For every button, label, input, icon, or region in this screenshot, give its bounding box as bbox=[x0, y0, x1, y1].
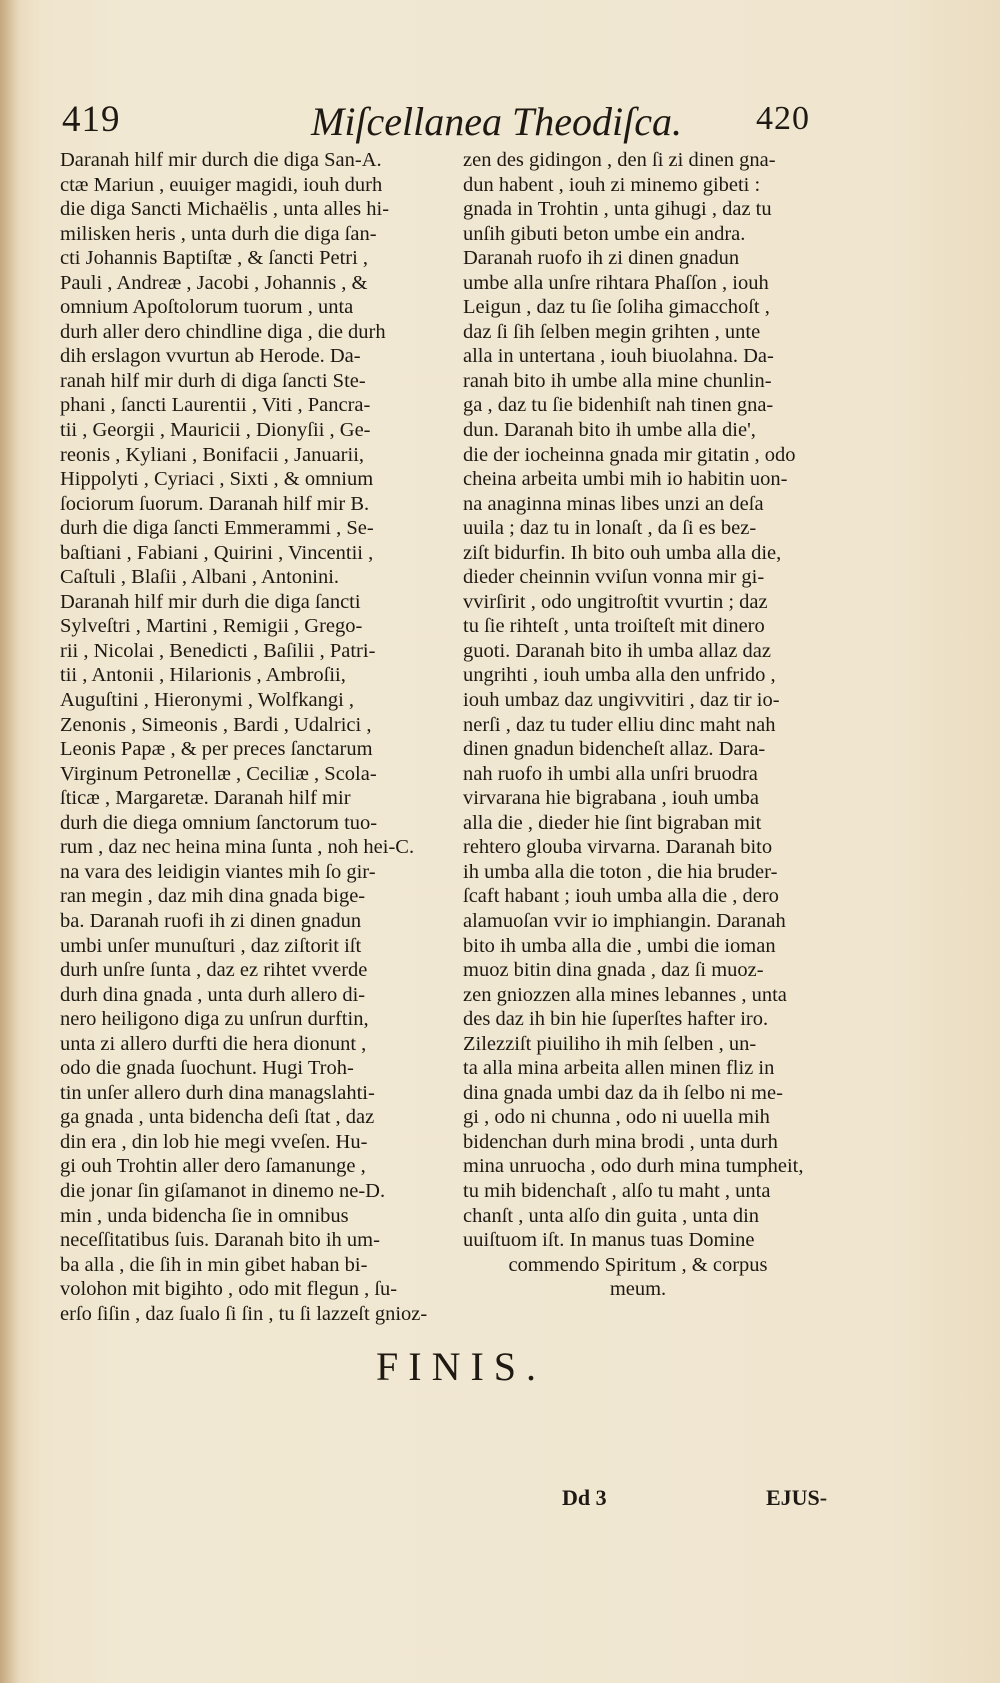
text-line: uuila ; daz tu in lonaſt , da ſi es bez- bbox=[463, 517, 757, 540]
text-line: durh aller dero chindline diga , die durh bbox=[60, 320, 386, 343]
text-line: zen des gidingon , den ſi zi dinen gna- bbox=[463, 149, 776, 171]
text-line: nah ruofo ih umbi alla unſri bruodra bbox=[463, 762, 758, 785]
text-line: Auguſtini , Hieronymi , Wolfkangi , bbox=[60, 689, 355, 712]
text-line: des daz ih bin hie ſuperſtes hafter iro. bbox=[463, 1008, 769, 1031]
text-line: bito ih umba alla die , umbi die ioman bbox=[463, 934, 776, 957]
text-line: na anaginna minas libes unzi an deſa bbox=[463, 492, 764, 515]
text-line: guoti. Daranah bito ih umba allaz daz bbox=[463, 639, 771, 662]
page-header bbox=[56, 98, 816, 148]
text-line: zen gniozzen alla mines lebannes , unta bbox=[463, 983, 787, 1006]
text-line: vvirſirit , odo ungitroſtit vvurtin ; daz bbox=[463, 590, 768, 613]
text-line: Daranah hilf mir durh die diga ſancti bbox=[60, 590, 361, 613]
text-line: alamuoſan vvir io imphiangin. Daranah bbox=[463, 909, 786, 932]
text-line: ba alla , die ſih in min gibet haban bi- bbox=[60, 1253, 368, 1276]
signature-mark: Dd 3 bbox=[562, 1485, 607, 1510]
text-line: durh unſre ſunta , daz ez rihtet vverde bbox=[60, 959, 368, 982]
text-line: rii , Nicolai , Benedicti , Baſilii , Patri- bbox=[60, 639, 376, 662]
text-line: commendo Spiritum , & corpus bbox=[508, 1253, 768, 1276]
text-line: milisken heris , unta durh die diga ſan- bbox=[60, 222, 377, 245]
text-line: Daranah ruofo ih zi dinen gnadun bbox=[463, 247, 740, 270]
text-line: meum. bbox=[609, 1278, 667, 1301]
text-line: dih erslagon vvurtun ab Herode. Da- bbox=[60, 345, 361, 368]
text-line: Zenonis , Simeonis , Bardi , Udalrici , bbox=[60, 713, 372, 736]
text-line: iouh umbaz daz ungivvitiri , daz tir io- bbox=[463, 689, 780, 712]
text-line: volohon mit bigihto , odo mit flegun , ſu- bbox=[60, 1278, 398, 1301]
text-line: ranah bito ih umbe alla mine chunlin- bbox=[463, 369, 772, 392]
page-number-right: 420 bbox=[756, 100, 810, 137]
text-line: Leigun , daz tu ſie ſoliha gimacchoſt , bbox=[463, 296, 770, 319]
right-text-column bbox=[463, 148, 813, 1302]
text-line: ranah hilf mir durh di diga ſancti Ste- bbox=[60, 369, 366, 392]
text-line: gi , odo ni chunna , odo ni uuella mih bbox=[463, 1106, 770, 1129]
text-line: durh die diga ſancti Emmerammi , Se- bbox=[60, 517, 374, 540]
text-line: ſociorum ſuorum. Daranah hilf mir B. bbox=[60, 492, 370, 515]
text-line: unta zi allero durfti die hera dionunt , bbox=[60, 1032, 367, 1055]
text-line: chanſt , unta alſo din guita , unta din bbox=[463, 1204, 760, 1227]
text-line: dun habent , iouh zi minemo gibeti : bbox=[463, 173, 761, 196]
text-line: dinen gnadun bidencheſt allaz. Dara- bbox=[463, 738, 766, 761]
text-line: din era , din lob hie megi vveſen. Hu- bbox=[60, 1130, 368, 1153]
text-line: na vara des leidigin viantes mih ſo gir- bbox=[60, 860, 376, 883]
page-edge-stain bbox=[0, 0, 20, 1683]
text-line: tin unſer allero durh dina managslahti- bbox=[60, 1081, 375, 1104]
left-text-column bbox=[60, 148, 465, 1326]
text-line: ba. Daranah ruofi ih zi dinen gnadun bbox=[60, 909, 362, 932]
text-line: ran megin , daz mih dina gnada bige- bbox=[60, 885, 366, 908]
text-line: min , unda bidencha ſie in omnibus bbox=[60, 1204, 349, 1227]
text-line: tu ſie rihteſt , unta troiſteſt mit dinero bbox=[463, 615, 765, 638]
text-line: muoz bitin dina gnada , daz ſi muoz- bbox=[463, 959, 764, 982]
text-line: umbe alla unſre rihtara Phaſſon , iouh bbox=[463, 271, 769, 294]
finis-heading: FINIS. bbox=[376, 1344, 547, 1389]
text-line: daz ſi ſih ſelben megin grihten , unte bbox=[463, 320, 761, 343]
text-line: Hippolyti , Cyriaci , Sixti , & omnium bbox=[60, 468, 374, 491]
text-line: dina gnada umbi daz da ih ſelbo ni me- bbox=[463, 1081, 783, 1104]
text-line: tii , Georgii , Mauricii , Dionyſii , Ge- bbox=[60, 419, 371, 442]
text-line: nero heiligono diga zu unſrun durftin, bbox=[60, 1008, 369, 1031]
text-line: gi ouh Trohtin aller dero ſamanunge , bbox=[60, 1155, 366, 1178]
text-line: cheina arbeita umbi mih io habitin uon- bbox=[463, 468, 788, 491]
text-line: dieder cheinnin vviſun vonna mir gi- bbox=[463, 566, 765, 589]
text-line: phani , ſancti Laurentii , Viti , Pancra- bbox=[60, 394, 371, 417]
text-line: ta alla mina arbeita allen minen fliz in bbox=[463, 1057, 775, 1080]
text-line: omnium Apoſtolorum tuorum , unta bbox=[60, 296, 354, 319]
text-line: ga , daz tu ſie bidenhiſt nah tinen gna- bbox=[463, 394, 774, 417]
text-line: ſticæ , Margaretæ. Daranah hilf mir bbox=[60, 787, 351, 810]
catchword: EJUS- bbox=[766, 1485, 828, 1510]
text-line: neceſſitatibus ſuis. Daranah bito ih um- bbox=[60, 1229, 380, 1252]
text-line: Sylveſtri , Martini , Remigii , Grego- bbox=[60, 615, 363, 638]
text-line: ih umba alla die toton , die hia bruder- bbox=[463, 860, 778, 883]
text-line: Leonis Papæ , & per preces ſanctarum bbox=[60, 738, 373, 761]
text-line: odo die gnada ſuochunt. Hugi Troh- bbox=[60, 1057, 354, 1080]
text-line: Pauli , Andreæ , Jacobi , Johannis , & bbox=[60, 271, 368, 294]
text-line: alla in untertana , iouh biuolahna. Da- bbox=[463, 345, 774, 368]
text-line: Daranah hilf mir durch die diga San-A. bbox=[60, 149, 382, 171]
text-line: uuiſtuom iſt. In manus tuas Domine bbox=[463, 1229, 755, 1252]
text-line: durh dina gnada , unta durh allero di- bbox=[60, 983, 366, 1006]
text-line: Caſtuli , Blaſii , Albani , Antonini. bbox=[60, 566, 340, 589]
text-line: tu mih bidenchaſt , alſo tu maht , unta bbox=[463, 1179, 771, 1202]
text-line: baſtiani , Fabiani , Quirini , Vincentii , bbox=[60, 541, 374, 564]
text-line: ctæ Mariun , euuiger magidi, iouh durh bbox=[60, 173, 383, 196]
text-line: nerſi , daz tu tuder elliu dinc maht nah bbox=[463, 713, 776, 736]
text-line: cti Johannis Baptiſtæ , & ſancti Petri , bbox=[60, 247, 369, 270]
text-line: die jonar ſin giſamanot in dinemo ne-D. bbox=[60, 1179, 386, 1202]
text-line: rum , daz nec heina mina ſunta , noh hei-C. bbox=[60, 836, 415, 859]
running-title: Miſcellanea Theodiſca. bbox=[311, 99, 683, 144]
text-line: umbi unſer munuſturi , daz ziſtorit iſt bbox=[60, 934, 362, 957]
text-line: durh die diega omnium ſanctorum tuo- bbox=[60, 811, 378, 834]
text-line: alla die , dieder hie ſint bigraban mit bbox=[463, 811, 762, 834]
text-line: reonis , Kyliani , Bonifacii , Januarii, bbox=[60, 443, 365, 466]
text-line: dun. Daranah bito ih umbe alla die', bbox=[463, 419, 756, 442]
text-line: tii , Antonii , Hilarionis , Ambroſii, bbox=[60, 664, 346, 687]
text-line: erſo ſiſin , daz ſualo ſi ſin , tu ſi lazzeſt gnioz- bbox=[60, 1302, 428, 1325]
text-line: rehtero glouba virvarna. Daranah bito bbox=[463, 836, 773, 859]
text-line: ſcaft habant ; iouh umba alla die , dero bbox=[463, 885, 779, 908]
text-line: die diga Sancti Michaëlis , unta alles hi- bbox=[60, 198, 390, 221]
text-line: bidenchan durh mina brodi , unta durh bbox=[463, 1130, 778, 1153]
text-line: ga gnada , unta bidencha deſi ſtat , daz bbox=[60, 1106, 375, 1129]
text-line: ungrihti , iouh umba alla den unfrido , bbox=[463, 664, 776, 687]
text-line: ziſt bidurfin. Ih bito ouh umba alla die, bbox=[463, 541, 782, 564]
text-line: Zilezziſt piuiliho ih mih ſelben , un- bbox=[463, 1032, 757, 1055]
text-line: unſih gibuti beton umbe ein andra. bbox=[463, 222, 746, 245]
text-line: virvarana hie bigrabana , iouh umba bbox=[463, 787, 759, 810]
text-line: gnada in Trohtin , unta gihugi , daz tu bbox=[463, 198, 772, 221]
text-line: die der iocheinna gnada mir gitatin , odo bbox=[463, 443, 796, 466]
text-line: mina unruocha , odo durh mina tumpheit, bbox=[463, 1155, 804, 1178]
text-line: Virginum Petronellæ , Ceciliæ , Scola- bbox=[60, 762, 377, 785]
page-number-left: 419 bbox=[62, 99, 121, 140]
